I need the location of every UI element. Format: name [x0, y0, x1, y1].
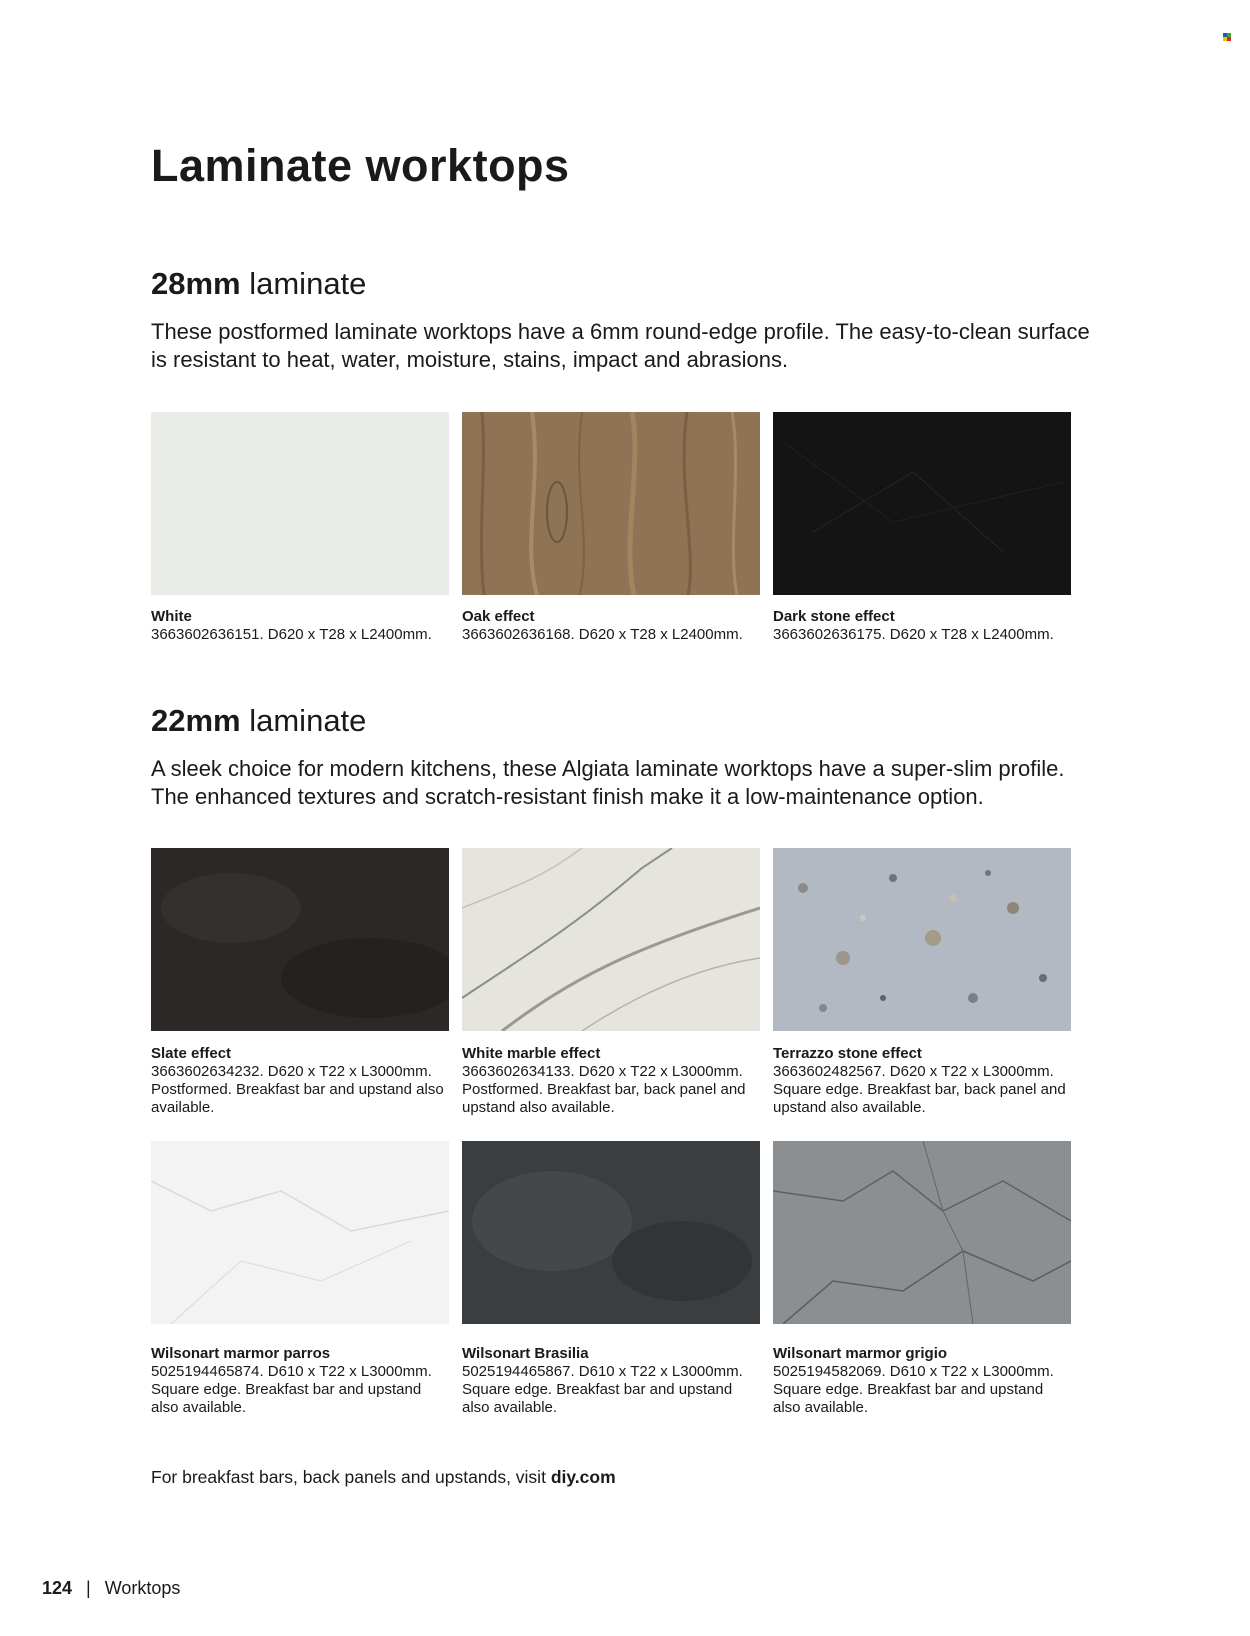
product-caption: [151, 1045, 451, 1117]
product-desc: 3663602482567. D620 x T22 x L3000mm. Square edge. Breakfast bar, back panel and upstand also available.: [773, 1063, 1066, 1116]
product-desc: 3663602634232. D620 x T22 x L3000mm. Postformed. Breakfast bar and upstand also available.: [151, 1063, 444, 1116]
swatch-white-marble: [462, 848, 760, 1031]
product-caption: [462, 1045, 762, 1117]
section-heading-rest: laminate: [249, 266, 367, 301]
product-desc: 3663602636168. D620 x T28 x L2400mm.: [462, 626, 743, 643]
page-footer: [42, 1578, 180, 1599]
diy-link[interactable]: diy.com: [550, 1467, 616, 1487]
product-caption: [773, 1345, 1073, 1417]
product-name: Dark stone effect: [773, 608, 895, 625]
swatch-white: [151, 412, 449, 595]
footer-separator: |: [86, 1578, 91, 1598]
swatch-dark-stone: [773, 412, 1071, 595]
product-name: Wilsonart marmor parros: [151, 1345, 331, 1362]
product-caption: [151, 1345, 451, 1417]
product-desc: 5025194582069. D610 x T22 x L3000mm. Square edge. Breakfast bar and upstand also available.: [773, 1363, 1054, 1416]
product-name: Wilsonart marmor grigio: [773, 1345, 948, 1362]
product-name: Oak effect: [462, 608, 535, 625]
swatch-brasilia: [462, 1141, 760, 1324]
page-number: 124: [42, 1578, 73, 1598]
section-heading-28mm: [151, 266, 366, 302]
product-desc: 5025194465867. D610 x T22 x L3000mm. Square edge. Breakfast bar and upstand also available.: [462, 1363, 743, 1416]
product-name: Terrazzo stone effect: [773, 1045, 922, 1062]
page-title: Laminate worktops: [151, 140, 570, 191]
section-heading-rest: laminate: [249, 703, 367, 738]
section-heading-22mm: [151, 703, 366, 739]
product-desc: 5025194465874. D610 x T22 x L3000mm. Square edge. Breakfast bar and upstand also available.: [151, 1363, 432, 1416]
section-heading-bold: 22mm: [151, 703, 241, 738]
swatch-slate: [151, 848, 449, 1031]
product-desc: 3663602636151. D620 x T28 x L2400mm.: [151, 626, 432, 643]
product-name: White: [151, 608, 192, 625]
swatch-marmor-parros: [151, 1141, 449, 1324]
swatch-terrazzo: [773, 848, 1071, 1031]
product-caption: [773, 1045, 1073, 1117]
product-caption: [462, 608, 762, 644]
footer-note-text: For breakfast bars, back panels and upstands, visit: [151, 1467, 546, 1487]
section-intro-22mm: A sleek choice for modern kitchens, these Algiata laminate worktops have a super-slim profile. The enhanced textures and scratch-resistant finish make it a low-maintenance option.: [151, 756, 1065, 809]
product-name: Slate effect: [151, 1045, 232, 1062]
product-name: White marble effect: [462, 1045, 601, 1062]
product-caption: [773, 608, 1073, 644]
footer-section: Worktops: [104, 1578, 181, 1598]
product-caption: [462, 1345, 762, 1417]
corner-logo-icon: [1223, 33, 1231, 41]
section-heading-bold: 28mm: [151, 266, 241, 301]
swatch-marmor-grigio: [773, 1141, 1071, 1324]
product-name: Wilsonart Brasilia: [462, 1345, 589, 1362]
section-intro-28mm: These postformed laminate worktops have a 6mm round-edge profile. The easy-to-clean surface is resistant to heat, water, moisture, stains, impact and abrasions.: [151, 319, 1090, 372]
footer-note: [151, 1467, 616, 1488]
product-desc: 3663602636175. D620 x T28 x L2400mm.: [773, 626, 1054, 643]
product-caption: [151, 608, 451, 644]
swatch-oak: [462, 412, 760, 595]
product-desc: 3663602634133. D620 x T22 x L3000mm. Postformed. Breakfast bar, back panel and upstand also available.: [462, 1063, 746, 1116]
